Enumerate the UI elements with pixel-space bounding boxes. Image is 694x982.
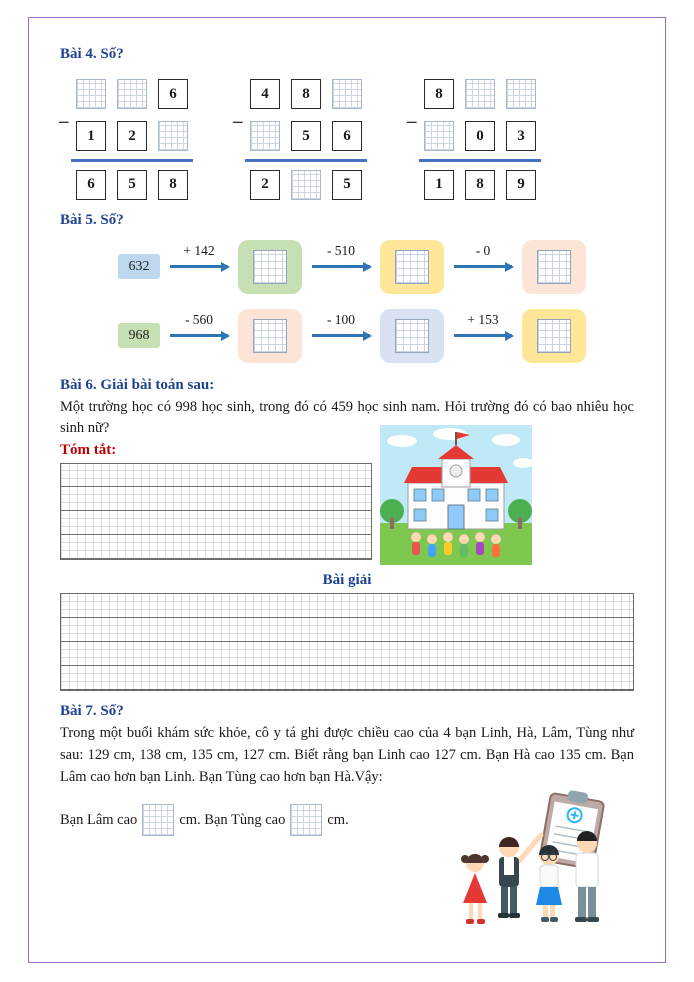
bai7-title: Bài 7. Số?: [60, 703, 124, 719]
answer-box[interactable]: [332, 79, 362, 109]
answer-box[interactable]: [250, 121, 280, 151]
answer-box[interactable]: [506, 79, 536, 109]
chain-start-value: 968: [118, 323, 160, 348]
chain-answer-box[interactable]: [380, 240, 444, 294]
fill-text-end: cm.: [327, 811, 349, 828]
chain-answer-box[interactable]: [522, 240, 586, 294]
operation-label: + 153: [467, 311, 499, 327]
answer-grid: [395, 250, 429, 284]
arrow-step: [170, 242, 228, 268]
arrow-step: [454, 311, 512, 337]
worksheet-content: [60, 46, 634, 836]
answer-box[interactable]: [76, 79, 106, 109]
bai4-problems: [60, 79, 634, 200]
arrow-step: [312, 242, 370, 268]
minus-sign: –: [233, 111, 243, 132]
fill-text-tung: cm. Bạn Tùng cao: [179, 811, 286, 828]
bai5-title: Bài 5. Số?: [60, 211, 124, 228]
minus-sign: –: [407, 111, 417, 132]
answer-box[interactable]: [158, 121, 188, 151]
box-row: [424, 170, 536, 200]
bai6-problem-text: Một trường học có 998 học sinh, trong đó có 459 học sinh nam. Hỏi trường đó có bao nhiêu học sinh nữ?: [60, 398, 634, 437]
digit-box: 6: [76, 170, 106, 200]
arrow-step: [312, 311, 370, 337]
answer-box[interactable]: [424, 121, 454, 151]
bai7-problem-text: Trong một buổi khám sức khỏe, cô y tá ghi được chiều cao của 4 bạn Linh, Hà, Lâm, Tùng như sau: 129 cm, 138 cm, 135 cm, 127 cm. Biết rằng bạn Linh cao 127 cm. Bạn Hà cao 135 cm. Bạn Lâm cao hơn bạn Linh. Bạn Tùng cao hơn bạn Hà.Vậy:: [60, 725, 634, 785]
minus-sign: –: [59, 111, 69, 132]
box-row: [424, 79, 536, 109]
chain-answer-box[interactable]: [238, 240, 302, 294]
digit-box: 1: [424, 170, 454, 200]
box-row: [424, 121, 536, 151]
digit-box: 8: [158, 170, 188, 200]
digit-box: 3: [506, 121, 536, 151]
digit-box: 2: [117, 121, 147, 151]
digit-box: 6: [332, 121, 362, 151]
chain-answer-box[interactable]: [522, 309, 586, 363]
answer-grid: [253, 250, 287, 284]
fill-text-lam: Bạn Lâm cao: [60, 811, 138, 828]
digit-box: 4: [250, 79, 280, 109]
operation-label: - 510: [326, 242, 356, 258]
students-illustration: [457, 785, 622, 935]
answer-box[interactable]: [465, 79, 495, 109]
digit-box: 1: [76, 121, 106, 151]
answer-grid: [253, 319, 287, 353]
arrow-step: [170, 311, 228, 337]
digit-box: 5: [117, 170, 147, 200]
operation-label: - 100: [326, 311, 356, 327]
number-chain-1: [60, 239, 634, 295]
chain-start-value: 632: [118, 254, 160, 279]
digit-box: 8: [291, 79, 321, 109]
subtraction-problem-2: [233, 79, 362, 200]
right-arrow-icon: [454, 265, 512, 268]
equals-line: [71, 159, 193, 162]
tung-height-answer-box[interactable]: [290, 804, 322, 836]
right-arrow-icon: [170, 265, 228, 268]
box-row: [250, 79, 362, 109]
answer-grid: [537, 319, 571, 353]
answer-box[interactable]: [117, 79, 147, 109]
digit-box: 2: [250, 170, 280, 200]
digit-box: 0: [465, 121, 495, 151]
school-illustration: [380, 425, 532, 565]
digit-box: 5: [291, 121, 321, 151]
digit-box: 5: [332, 170, 362, 200]
operation-label: - 0: [475, 242, 491, 258]
digit-box: 6: [158, 79, 188, 109]
baigiai-writing-grid[interactable]: [60, 593, 634, 691]
subtraction-problem-3: [407, 79, 536, 200]
tomtat-area: [60, 442, 634, 560]
equals-line: [419, 159, 541, 162]
baigiai-label: Bài giải: [322, 572, 372, 588]
box-row: [250, 121, 362, 151]
box-row: [76, 79, 188, 109]
chain-answer-box[interactable]: [238, 309, 302, 363]
tomtat-label: Tóm tắt:: [60, 442, 117, 458]
tomtat-writing-grid[interactable]: [60, 463, 372, 560]
operation-label: + 142: [183, 242, 215, 258]
equals-line: [245, 159, 367, 162]
bai6-title: Bài 6. Giải bài toán sau:: [60, 376, 215, 393]
digit-box: 8: [424, 79, 454, 109]
box-row: [250, 170, 362, 200]
lam-height-answer-box[interactable]: [142, 804, 174, 836]
right-arrow-icon: [454, 334, 512, 337]
right-arrow-icon: [312, 265, 370, 268]
subtraction-problem-1: [59, 79, 188, 200]
number-chain-2: [60, 308, 634, 364]
answer-grid: [537, 250, 571, 284]
right-arrow-icon: [170, 334, 228, 337]
operation-label: - 560: [184, 311, 214, 327]
answer-box[interactable]: [291, 170, 321, 200]
chain-answer-box[interactable]: [380, 309, 444, 363]
arrow-step: [454, 242, 512, 268]
right-arrow-icon: [312, 334, 370, 337]
bai7-section: [60, 703, 634, 836]
box-row: [76, 170, 188, 200]
bai4-title: Bài 4. Số?: [60, 46, 124, 62]
answer-grid: [395, 319, 429, 353]
box-row: [76, 121, 188, 151]
digit-box: 9: [506, 170, 536, 200]
digit-box: 8: [465, 170, 495, 200]
